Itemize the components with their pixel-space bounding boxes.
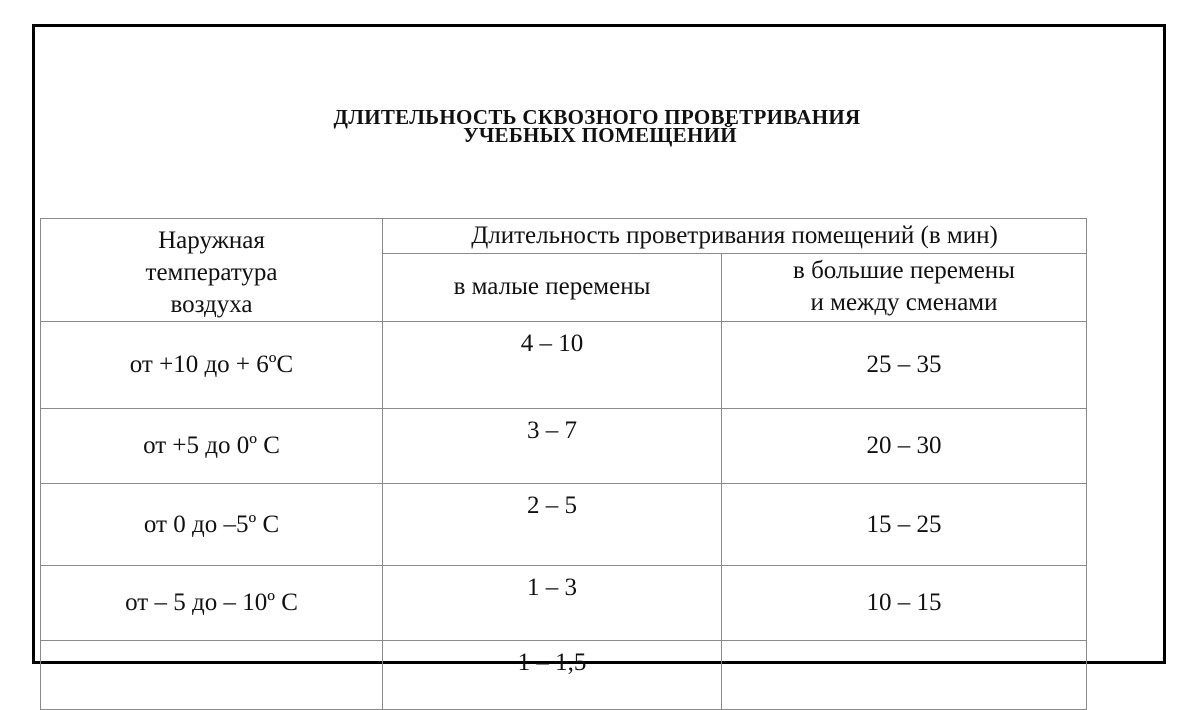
header-row-1 (41, 219, 1087, 254)
big-breaks-cell: 15 – 25 (722, 484, 1087, 566)
header-temperature (41, 219, 383, 322)
document-title (0, 105, 1200, 147)
header-big-breaks-line-1: в большие перемены (793, 257, 1015, 285)
ventilation-table (40, 218, 1087, 710)
small-breaks-cell: 4 – 10 (383, 322, 722, 409)
header-temperature-line-2: температура (145, 259, 278, 286)
temperature-cell: от 0 до –5º С (41, 484, 383, 566)
big-breaks-cell: 20 – 30 (722, 409, 1087, 484)
header-big-breaks (722, 253, 1087, 321)
header-small-breaks: в малые перемены (383, 253, 722, 321)
small-breaks-cell: 1 – 1,5 (383, 641, 722, 710)
header-temperature-line-1: Наружная (158, 227, 265, 254)
temperature-cell: от +5 до 0º С (41, 409, 383, 484)
temperature-cell: от +10 до + 6ºС (41, 322, 383, 409)
big-breaks-cell: 25 – 35 (722, 322, 1087, 409)
header-duration: Длительность проветривания помещений (в мин) (383, 219, 1087, 254)
small-breaks-cell: 2 – 5 (383, 484, 722, 566)
big-breaks-cell: 10 – 15 (722, 566, 1087, 641)
temperature-cell (41, 641, 383, 710)
small-breaks-cell: 3 – 7 (383, 409, 722, 484)
table-row (41, 484, 1087, 566)
table-row (41, 566, 1087, 641)
title-line-1: ДЛИТЕЛЬНОСТЬ СКВОЗНОГО ПРОВЕТРИВАНИЯ (333, 105, 861, 129)
big-breaks-cell (722, 641, 1087, 710)
table-row (41, 641, 1087, 710)
table-row (41, 409, 1087, 484)
header-big-breaks-line-2: и между сменами (810, 289, 998, 317)
temperature-cell: от – 5 до – 10º С (41, 566, 383, 641)
title-line-2: УЧЕБНЫХ ПОМЕЩЕНИЙ (463, 123, 737, 147)
table-row (41, 322, 1087, 409)
header-temperature-line-3: воздуха (170, 291, 253, 318)
small-breaks-cell: 1 – 3 (383, 566, 722, 641)
